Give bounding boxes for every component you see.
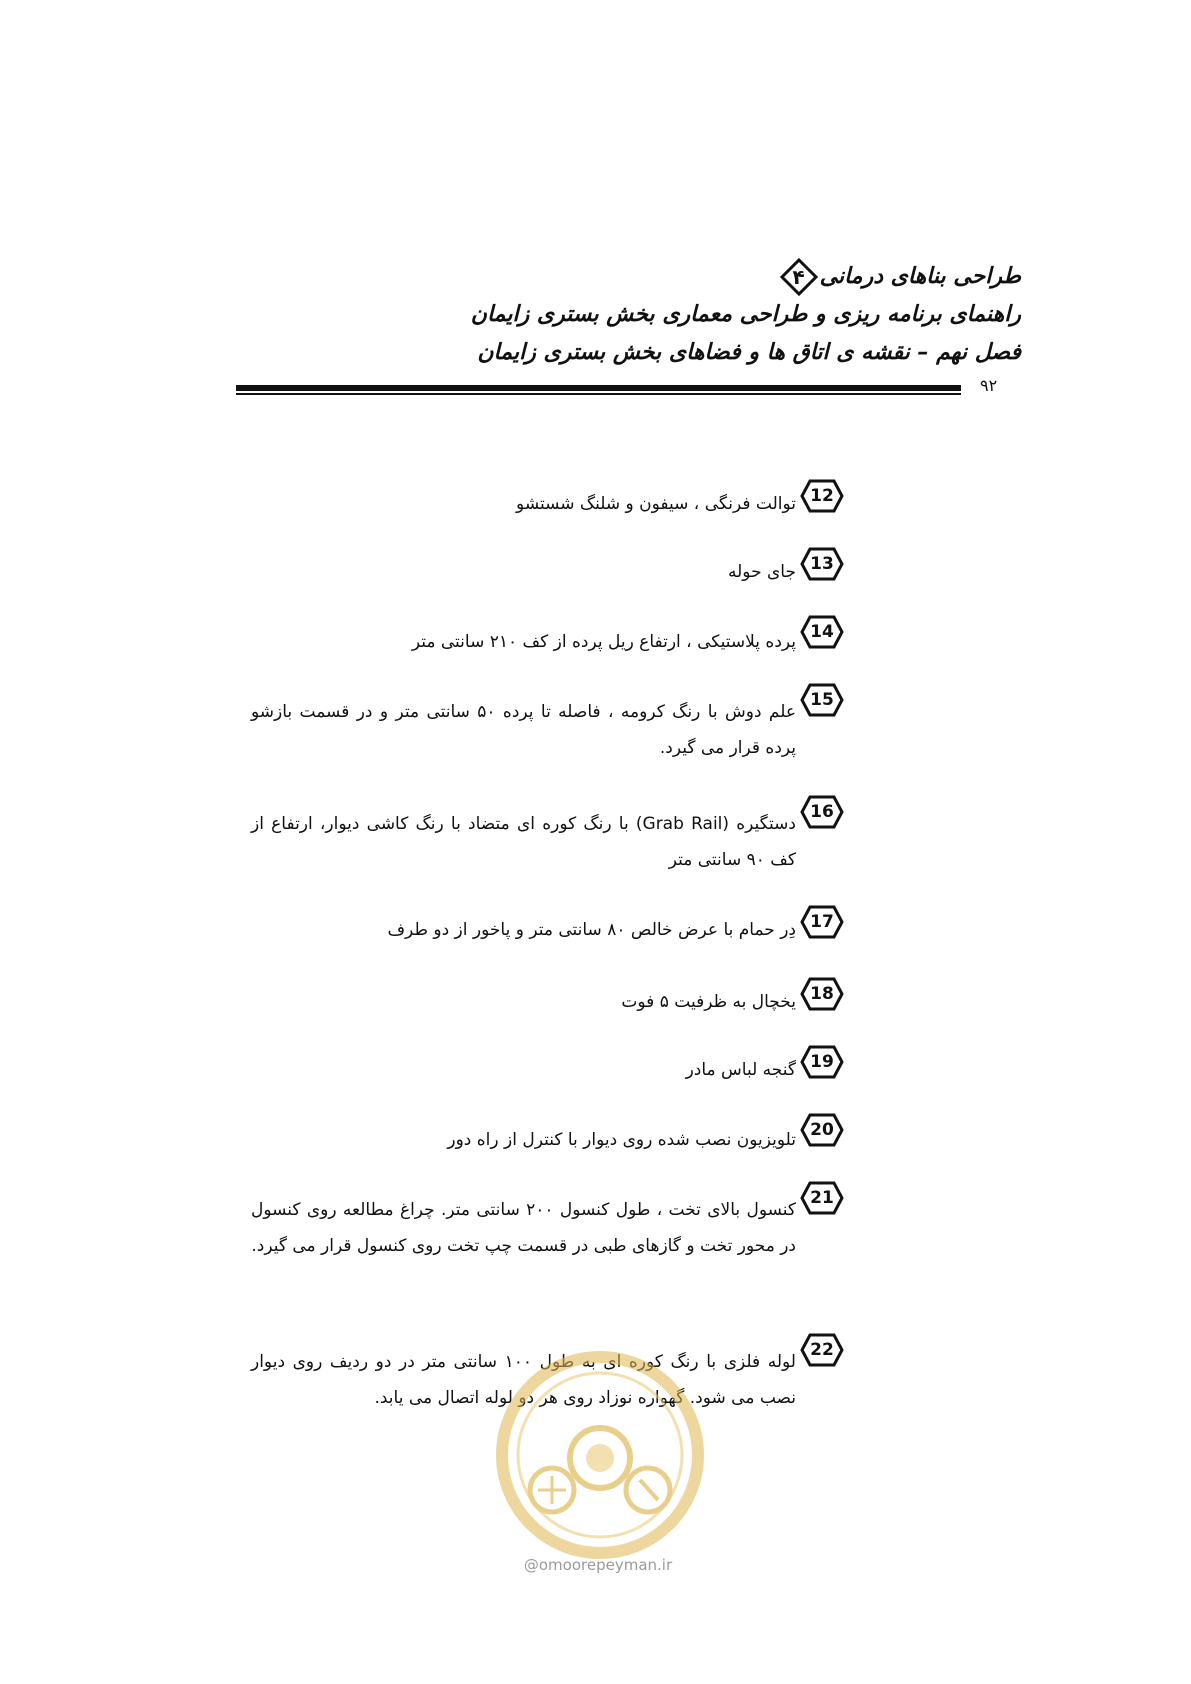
item-number: 21 xyxy=(810,1188,834,1208)
header-line-2: راهنمای برنامه ریزی و طراحی معماری بخش بستری زایمان xyxy=(470,302,1021,327)
volume-badge xyxy=(780,258,818,296)
list-item: کنسول بالای تخت ، طول کنسول ۲۰۰ سانتی متر. چراغ مطالعه روی کنسول در محور تخت و گازهای طبی در قسمت چپ تخت روی کنسول قرار می گیرد. xyxy=(251,1200,796,1256)
item-number-badge xyxy=(800,546,844,582)
watermark-url: @omoorepeyman.ir xyxy=(523,1556,673,1574)
list-item: دِر حمام با عرض خالص ۸۰ سانتی متر و پاخور از دو طرف xyxy=(387,920,796,940)
item-number-badge xyxy=(800,1180,844,1216)
list-item: دستگیره (Grab Rail) با رنگ کوره ای متضاد با رنگ کاشی دیوار، ارتفاع از کف ۹۰ سانتی متر xyxy=(251,814,796,870)
item-number: 13 xyxy=(810,554,834,574)
list-item: پرده پلاستیکی ، ارتفاع ریل پرده از کف ۲۱۰ سانتی متر xyxy=(411,632,796,652)
list-item: یخچال به ظرفیت ۵ فوت xyxy=(621,992,796,1012)
page-number: ۹۲ xyxy=(980,376,998,395)
item-number-badge xyxy=(800,976,844,1012)
item-number: 15 xyxy=(810,690,834,710)
list-item: توالت فرنگی ، سیفون و شلنگ شستشو xyxy=(516,494,796,514)
item-number-badge xyxy=(800,904,844,940)
header-rule-thin xyxy=(236,393,961,395)
page-header xyxy=(261,258,1021,372)
item-number-badge xyxy=(800,478,844,514)
list-item: جای حوله xyxy=(728,562,796,582)
book-title: طراحی بناهای درمانی xyxy=(819,264,1021,289)
item-number: 22 xyxy=(810,1340,834,1360)
header-rule-thick xyxy=(236,385,961,391)
item-number: 19 xyxy=(810,1052,834,1072)
item-number-badge xyxy=(800,1112,844,1148)
header-line-3: فصل نهم – نقشه ی اتاق ها و فضاهای بخش بستری زایمان xyxy=(477,340,1021,365)
list-item: لوله فلزی با رنگ کوره ای به طول ۱۰۰ سانتی متر در دو ردیف روی دیوار نصب می شود. گهواره نوزاد روی هر دو لوله اتصال می یابد. xyxy=(251,1352,796,1408)
list-item: تلویزیون نصب شده روی دیوار با کنترل از راه دور xyxy=(447,1130,796,1150)
list-item: علم دوش با رنگ کرومه ، فاصله تا پرده ۵۰ سانتی متر و در قسمت بازشو پرده قرار می گیرد. xyxy=(251,702,796,758)
item-number: 12 xyxy=(810,486,834,506)
item-number: 16 xyxy=(810,802,834,822)
item-number-badge xyxy=(800,614,844,650)
header-line-1 xyxy=(261,258,1021,296)
item-number-badge xyxy=(800,1332,844,1368)
item-number-badge xyxy=(800,1044,844,1080)
watermark-seal-icon xyxy=(490,1340,710,1580)
item-number-badge xyxy=(800,682,844,718)
item-number-badge xyxy=(800,794,844,830)
item-number: 17 xyxy=(810,912,834,932)
volume-number: ۴ xyxy=(792,265,805,289)
item-number: 18 xyxy=(810,984,834,1004)
item-number: 20 xyxy=(810,1120,834,1140)
item-number: 14 xyxy=(810,622,834,642)
list-item: گنجه لباس مادر xyxy=(685,1060,796,1080)
